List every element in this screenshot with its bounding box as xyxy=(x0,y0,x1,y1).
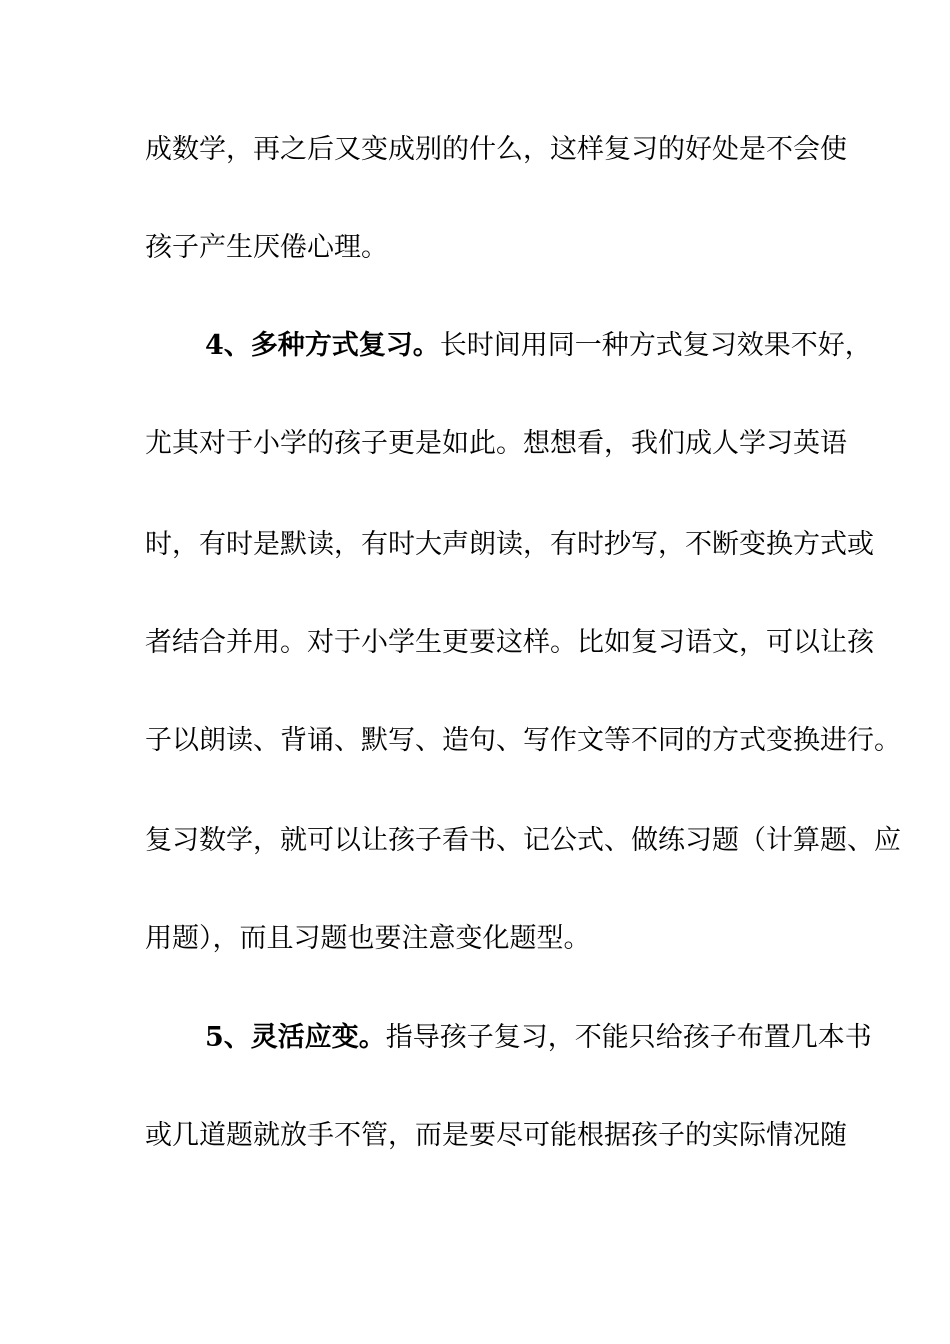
paragraph-2-line-3: 时，有时是默读，有时大声朗读，有时抄写，不断变换方式或 xyxy=(145,529,874,560)
paragraph-3-heading: 5、灵活应变。 xyxy=(205,1022,386,1053)
paragraph-2-line-4: 者结合并用。对于小学生更要这样。比如复习语文，可以让孩 xyxy=(145,627,874,658)
paragraph-2-line-5: 子以朗读、背诵、默写、造句、写作文等不同的方式变换进行。 xyxy=(145,725,901,756)
paragraph-2-heading: 4、多种方式复习。 xyxy=(205,330,440,361)
paragraph-1-line-1: 成数学，再之后又变成别的什么，这样复习的好处是不会使 xyxy=(145,134,847,165)
paragraph-2-line-1 xyxy=(205,329,872,363)
paragraph-2-line-1-text: 长时间用同一种方式复习效果不好， xyxy=(439,330,872,361)
paragraph-2-line-2: 尤其对于小学的孩子更是如此。想想看，我们成人学习英语 xyxy=(145,428,847,459)
paragraph-2-line-7: 用题），而且习题也要注意变化题型。 xyxy=(145,923,591,954)
paragraph-3-line-2: 或几道题就放手不管，而是要尽可能根据孩子的实际情况随 xyxy=(145,1120,847,1151)
paragraph-3-line-1 xyxy=(205,1021,872,1055)
paragraph-1-line-2: 孩子产生厌倦心理。 xyxy=(145,232,388,263)
paragraph-2-line-6: 复习数学，就可以让孩子看书、记公式、做练习题（计算题、应 xyxy=(145,825,901,856)
paragraph-3-line-1-text: 指导孩子复习，不能只给孩子布置几本书 xyxy=(385,1022,872,1053)
